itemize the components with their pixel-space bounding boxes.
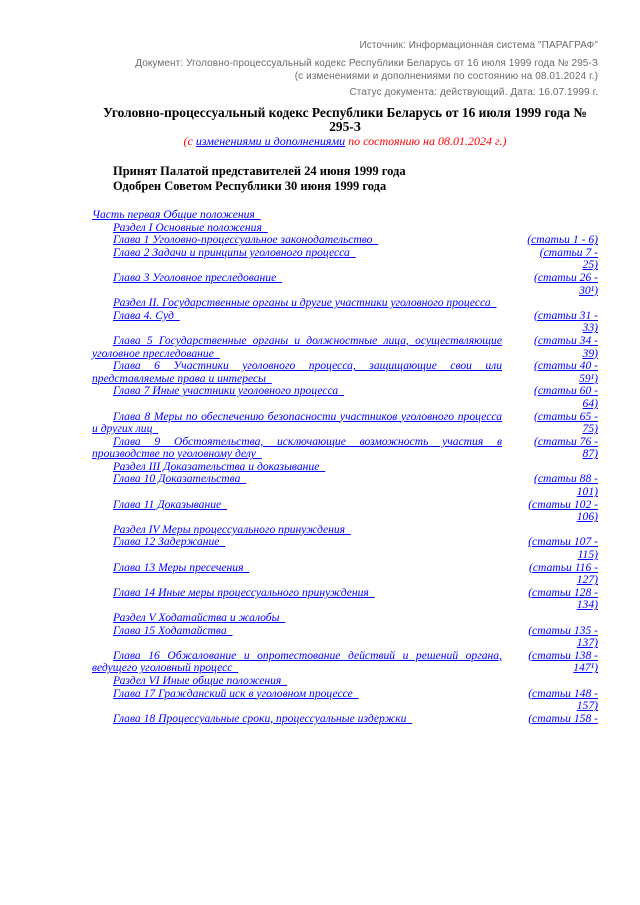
adopted-line: Принят Палатой представителей 24 июня 1999 года <box>113 164 406 178</box>
amendments-link[interactable]: изменениями и дополнениями <box>195 134 346 148</box>
toc-articles-link[interactable]: (статьи 65 - 75) <box>533 409 598 436</box>
toc-articles-link <box>502 209 598 222</box>
toc-section-link[interactable]: Раздел IV Меры процессуального принуждения <box>113 522 351 536</box>
toc-articles-link[interactable]: (статьи 158 - <box>528 711 598 725</box>
toc-chapter-link[interactable]: Глава 13 Меры пресечения <box>113 560 250 574</box>
toc-chapter-link[interactable]: Глава 6 Участники уголовного процесса, защищающие свои или представляемые права и интересы <box>92 359 502 385</box>
toc-chapter-link[interactable]: Глава 7 Иные участники уголовного процесса <box>113 384 345 398</box>
document-line-1: Документ: Уголовно-процессуальный кодекс Республики Беларусь от 16 июля 1999 года № 295-З <box>135 58 598 69</box>
toc-row-chapter <box>92 385 598 410</box>
toc-section-link[interactable]: Раздел VI Иные общие положения <box>113 673 288 687</box>
document-info <box>135 57 598 83</box>
subtitle-suffix: по состоянию на 08.01.2024 г.) <box>345 134 507 148</box>
toc-articles-link[interactable]: (статьи 76 - 87) <box>533 434 598 461</box>
toc-chapter-link[interactable]: Глава 12 Задержание <box>113 535 226 549</box>
document-subtitle <box>92 134 598 149</box>
toc-part-link[interactable]: Часть первая Общие положения <box>92 208 261 221</box>
table-of-contents <box>92 209 598 725</box>
toc-chapter-link[interactable]: Глава 11 Доказывание <box>113 497 227 511</box>
toc-row-chapter <box>92 360 598 385</box>
toc-articles-link[interactable]: (статьи 31 - 33) <box>533 308 598 335</box>
toc-row-chapter <box>92 688 598 713</box>
toc-row-chapter <box>92 310 598 335</box>
document-line-2: (с изменениями и дополнениями по состоянию на 08.01.2024 г.) <box>294 71 598 82</box>
toc-articles-link[interactable]: (статьи 88 - 101) <box>533 472 598 499</box>
toc-row-chapter <box>92 625 598 650</box>
toc-row-chapter <box>92 335 598 360</box>
toc-row-chapter <box>92 411 598 436</box>
toc-chapter-link[interactable]: Глава 18 Процессуальные сроки, процессуальные издержки <box>113 711 413 725</box>
toc-chapter-link[interactable]: Глава 15 Ходатайства <box>113 623 233 637</box>
subtitle-prefix: (с <box>183 134 196 148</box>
toc-chapter-link[interactable]: Глава 3 Уголовное преследование <box>113 270 283 284</box>
document-title: Уголовно-процессуальный кодекс Республики Беларусь от 16 июля 1999 года № 295-З <box>103 105 587 134</box>
toc-articles-link[interactable]: (статьи 102 - 106) <box>528 497 598 524</box>
toc-row-chapter <box>92 536 598 561</box>
document-status: Статус документа: действующий. Дата: 16.07.1999 г. <box>349 87 598 98</box>
toc-row-chapter <box>92 650 598 675</box>
toc-row-chapter <box>92 473 598 498</box>
toc-chapter-link[interactable]: Глава 9 Обстоятельства, исключающие возможность участия в производстве по уголовному делу <box>92 434 502 461</box>
toc-section-link[interactable]: Раздел II. Государственные органы и другие участники уголовного процесса <box>113 296 497 310</box>
toc-chapter-link[interactable]: Глава 10 Доказательства <box>113 472 247 486</box>
approved-line: Одобрен Советом Республики 30 июня 1999 года <box>113 179 387 193</box>
toc-articles-link[interactable]: (статьи 40 - 59¹) <box>533 359 598 385</box>
toc-articles-link[interactable]: (статьи 26 - 30¹) <box>533 270 598 297</box>
toc-articles-link[interactable]: (статьи 60 - 64) <box>533 384 598 410</box>
toc-row-chapter <box>92 247 598 272</box>
toc-chapter-link[interactable]: Глава 8 Меры по обеспечению безопасности участников уголовного процесса и других лиц <box>92 409 502 436</box>
toc-articles-link[interactable]: (статьи 116 - 127) <box>529 560 598 587</box>
toc-articles-link[interactable]: (статьи 135 - 137) <box>528 623 598 650</box>
toc-section-link[interactable]: Раздел V Ходатайства и жалобы <box>113 611 286 624</box>
toc-articles-link[interactable]: (статьи 138 - 147¹) <box>528 648 598 675</box>
toc-row-chapter <box>92 587 598 612</box>
source-line: Источник: Информационная система "ПАРАГРАФ" <box>359 40 598 51</box>
toc-chapter-link[interactable]: Глава 4. Суд <box>113 308 180 322</box>
toc-row-chapter <box>92 713 598 726</box>
toc-chapter-link[interactable]: Глава 14 Иные меры процессуального принуждения <box>113 585 375 599</box>
toc-articles-link[interactable]: (статьи 107 - 115) <box>528 535 598 562</box>
toc-articles-link[interactable]: (статьи 34 - 39) <box>533 333 598 360</box>
toc-articles-link[interactable]: (статьи 7 - 25) <box>539 245 598 272</box>
toc-articles-link[interactable]: (статьи 128 - 134) <box>528 585 598 612</box>
adoption-info <box>113 164 406 194</box>
toc-chapter-link[interactable]: Глава 1 Уголовно-процессуальное законодательство <box>113 233 379 247</box>
toc-articles-link[interactable]: (статьи 1 - 6) <box>527 233 598 247</box>
toc-chapter-link[interactable]: Глава 2 Задачи и принципы уголовного процесса <box>113 245 356 259</box>
toc-row-chapter <box>92 272 598 297</box>
toc-chapter-link[interactable]: Глава 5 Государственные органы и должностные лица, осуществляющие уголовное преследование <box>92 333 502 360</box>
toc-articles-link[interactable]: (статьи 148 - 157) <box>528 686 598 713</box>
toc-row-chapter <box>92 436 598 461</box>
toc-section-link[interactable]: Раздел III Доказательства и доказывание <box>113 459 326 473</box>
toc-chapter-link[interactable]: Глава 17 Гражданский иск в уголовном процессе <box>113 686 359 700</box>
toc-row-chapter <box>92 499 598 524</box>
toc-section-link[interactable]: Раздел I Основные положения <box>113 220 268 234</box>
toc-row-chapter <box>92 562 598 587</box>
toc-chapter-link[interactable]: Глава 16 Обжалование и опротестование действий и решений органа, ведущего уголовный процесс <box>92 648 502 675</box>
